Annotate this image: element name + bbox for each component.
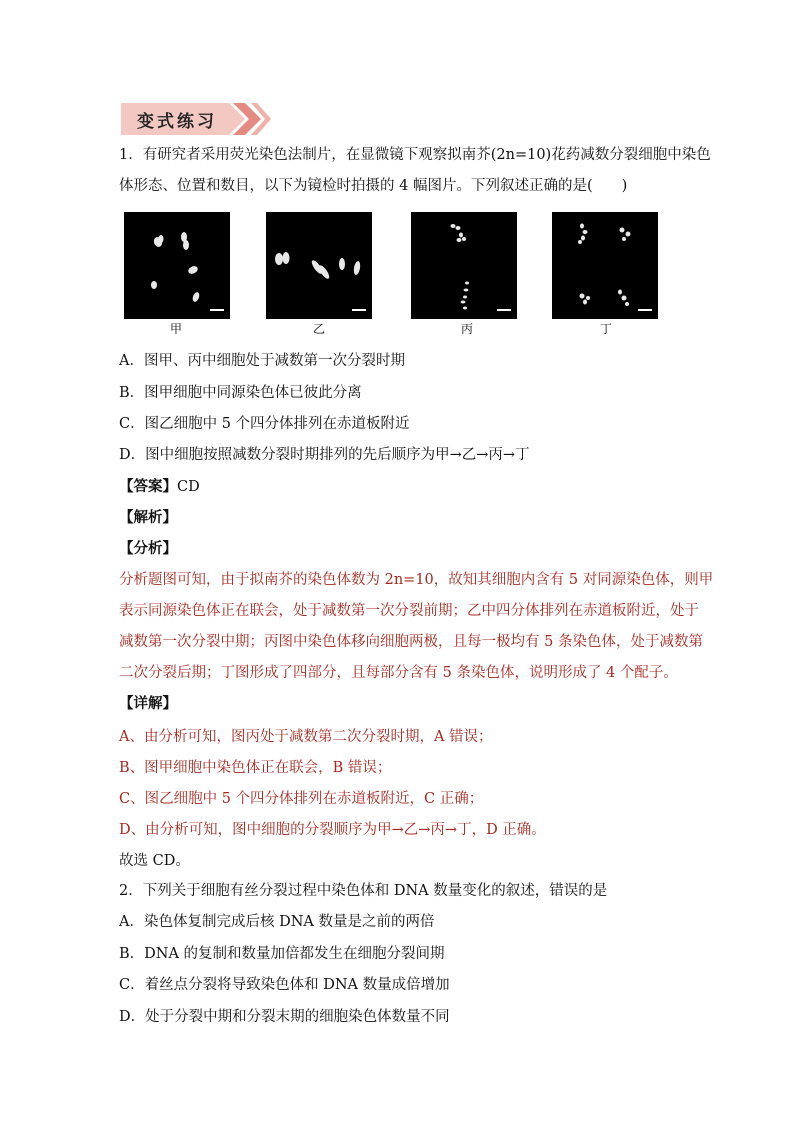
detail-line-a: A、由分析可知，图丙处于减数第二次分裂时期，A 错误；: [119, 729, 493, 745]
answer-line: [119, 477, 200, 497]
q1-stem-line2: 体形态、位置和数目，以下为镜检时拍摄的 4 幅图片。下列叙述正确的是( ): [119, 178, 628, 194]
q1-stem-line1: 1．有研究者采用荧光染色法制片，在显微镜下观察拟南芥(2n=10)花药减数分裂细胞中染色: [119, 147, 711, 163]
micrograph-yi: [266, 212, 372, 336]
q1-option-d: D．图中细胞按照减数分裂时期排列的先后顺序为甲→乙→丙→丁: [119, 447, 530, 463]
detail-tag: 【详解】: [119, 695, 177, 712]
figure-caption-yi: 乙: [312, 322, 325, 336]
fenxi-tag: 【分析】: [119, 540, 177, 557]
answer-value: CD: [177, 479, 200, 495]
fenxi-line-3: 减数第一次分裂中期；丙图中染色体移向细胞两极，且每一极均有 5 条染色体，处于减数第: [119, 634, 703, 650]
q1-option-a: A．图甲、丙中细胞处于减数第一次分裂时期: [119, 353, 405, 369]
fenxi-line-4: 二次分裂后期；丁图形成了四部分，且每部分含有 5 条染色体，说明形成了 4 个配子。: [119, 665, 678, 681]
fenxi-line-2: 表示同源染色体正在联会，处于减数第一次分裂前期；乙中四分体排列在赤道板附近，处于: [119, 603, 699, 619]
section-title: 变式练习: [137, 112, 217, 132]
detail-line-d: D、由分析可知，图中细胞的分裂顺序为甲→乙→丙→丁，D 正确。: [119, 822, 546, 838]
detail-line-c: C、图乙细胞中 5 个四分体排列在赤道板附近，C 正确；: [119, 791, 484, 807]
conclusion-line: 故选 CD。: [119, 853, 190, 869]
figure-caption-bing: 丙: [460, 322, 473, 336]
q2-option-b: B．DNA 的复制和数量加倍都发生在细胞分裂间期: [119, 946, 445, 962]
answer-tag: 【答案】: [119, 478, 177, 495]
analysis-tag: 【解析】: [119, 509, 177, 526]
q1-option-b: B．图甲细胞中同源染色体已彼此分离: [119, 385, 362, 401]
q2-stem: 2．下列关于细胞有丝分裂过程中染色体和 DNA 数量变化的叙述，错误的是: [119, 883, 608, 899]
q2-option-a: A．染色体复制完成后核 DNA 数量是之前的两倍: [119, 914, 435, 930]
micrograph-bing: [411, 212, 517, 336]
q2-option-c: C．着丝点分裂将导致染色体和 DNA 数量成倍增加: [119, 977, 450, 993]
micrograph-ding: [552, 212, 658, 336]
q1-option-c: C．图乙细胞中 5 个四分体排列在赤道板附近: [119, 416, 410, 432]
micrograph-figures: [124, 212, 660, 337]
fenxi-line-1: 分析题图可知，由于拟南芥的染色体数为 2n=10，故知其细胞内含有 5 对同源染色体，则甲: [119, 572, 714, 588]
section-banner: [121, 103, 271, 135]
figure-caption-ding: 丁: [599, 322, 612, 336]
q2-option-d: D．处于分裂中期和分裂末期的细胞染色体数量不同: [119, 1009, 450, 1025]
micrograph-jia: [124, 212, 230, 336]
figure-caption-jia: 甲: [169, 322, 182, 336]
detail-line-b: B、图甲细胞中染色体正在联会，B 错误；: [119, 760, 392, 776]
